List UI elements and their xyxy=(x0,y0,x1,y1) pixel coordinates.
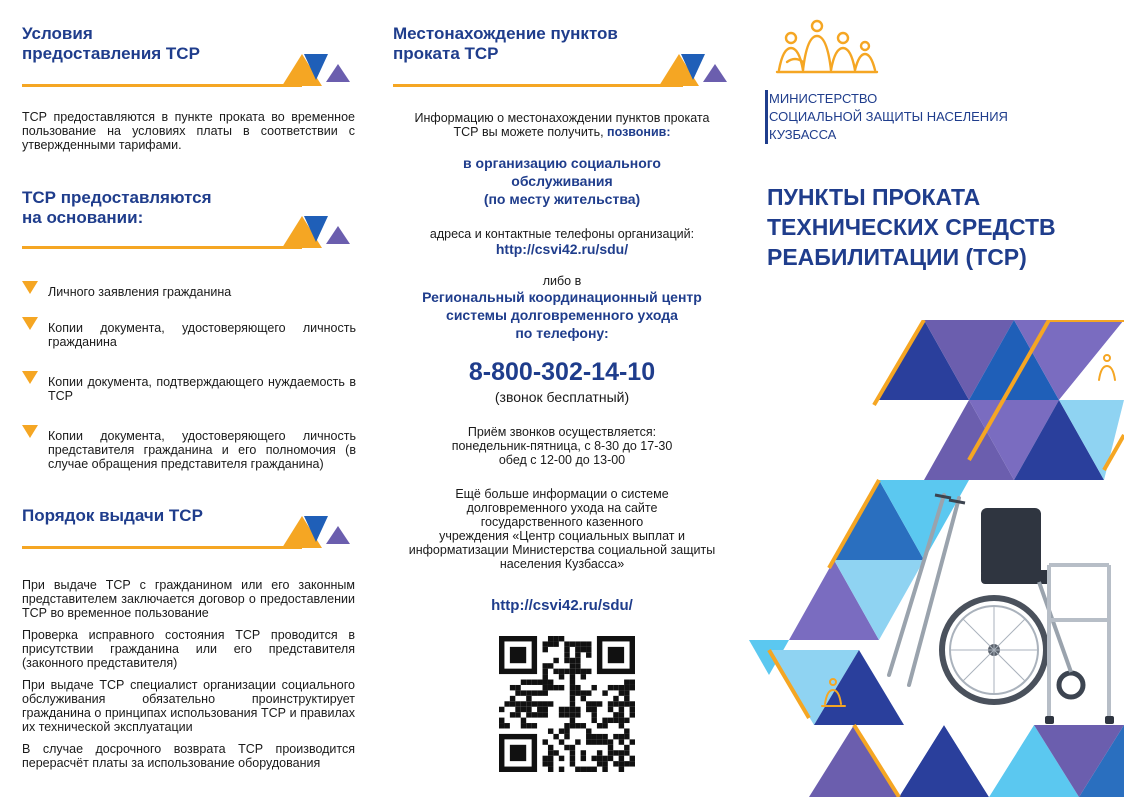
section-underline xyxy=(22,246,302,249)
panel-left xyxy=(0,0,375,797)
triangle-decoration xyxy=(282,212,362,252)
triangle-decoration xyxy=(282,50,362,90)
center-line: системы долговременного ухода xyxy=(446,307,678,323)
center-line: Региональный координационный центр xyxy=(422,289,702,305)
main-title xyxy=(767,182,1117,272)
intro-plain: ТСР вы можете получить, xyxy=(453,125,604,139)
ministry-line: КУЗБАССА xyxy=(769,127,837,142)
section-title-line: на основании: xyxy=(22,208,144,227)
main-title-line: ТЕХНИЧЕСКИХ СРЕДСТВ xyxy=(767,214,1056,240)
triangle-mosaic-image xyxy=(749,320,1124,797)
main-title-line: ПУНКТЫ ПРОКАТА xyxy=(767,184,981,210)
panel-cover xyxy=(749,0,1124,797)
section-underline xyxy=(22,84,302,87)
phone-number[interactable]: 8-800-302-14-10 xyxy=(468,358,656,386)
section-title-line: ТСР предоставляются xyxy=(22,188,212,207)
equipment-illustration xyxy=(889,485,1124,724)
more-line: долговременного ухода на сайте xyxy=(466,501,658,515)
list-item-text: Личного заявления гражданина xyxy=(48,285,232,299)
center-line: по телефону: xyxy=(515,325,609,341)
org-line: в организацию социального xyxy=(463,155,661,171)
section-title-terms xyxy=(22,24,200,64)
section-title-line: проката ТСР xyxy=(393,44,499,63)
hours-line: Приём звонков осуществляется: xyxy=(467,425,657,439)
triangle-bullet-icon xyxy=(22,281,38,294)
org-line: (по месту жительства) xyxy=(483,191,641,207)
triangle-bullet-icon xyxy=(22,371,38,384)
triangle-decoration xyxy=(659,50,739,90)
panel-middle xyxy=(375,0,749,797)
phone-note: (звонок бесплатный) xyxy=(494,389,630,405)
more-line: информатизации Министерства социальной защиты xyxy=(408,543,716,557)
hours-line: понедельник-пятница, с 8-30 до 17-30 xyxy=(451,439,673,453)
section-title-line: предоставления ТСР xyxy=(22,44,200,63)
ministry-line: МИНИСТЕРСТВО xyxy=(769,91,878,106)
order-paragraph: При выдаче ТСР с гражданином или его законным представителем заключается договор о предоставлении ТСР во временное пользование xyxy=(22,578,355,620)
contacts-label: адреса и контактные телефоны организаций: xyxy=(429,227,695,241)
order-paragraph: Проверка исправного состояния ТСР проводится в присутствии гражданина или его представителя (законного представителя) xyxy=(22,628,355,670)
triangle-decoration xyxy=(282,512,362,552)
order-paragraph: При выдаче ТСР специалист организации социального обслуживания обязательно проинструктирует гражданина о принципах использования ТСР и правилах их технической эксплуатации xyxy=(22,678,355,734)
or-text: либо в xyxy=(542,274,582,288)
family-logo-icon xyxy=(773,18,883,78)
org-line: обслуживания xyxy=(511,173,613,189)
ministry-line: СОЦИАЛЬНОЙ ЗАЩИТЫ НАСЕЛЕНИЯ xyxy=(769,109,1008,124)
list-item-text: Копии документа, удостоверяющего личность гражданина xyxy=(48,321,356,349)
section-title-basis xyxy=(22,188,212,228)
more-line: учреждения «Центр социальных выплат и xyxy=(439,529,685,543)
triangle-bullet-icon xyxy=(22,425,38,438)
section-title-locations xyxy=(393,24,618,64)
main-title-line: РЕАБИЛИТАЦИИ (ТСР) xyxy=(767,244,1027,270)
order-paragraph: В случае досрочного возврата ТСР производится перерасчёт платы за использование оборудования xyxy=(22,742,355,770)
intro-line xyxy=(385,125,739,139)
section-title-line: Условия xyxy=(22,24,93,43)
site-link[interactable]: http://csvi42.ru/sdu/ xyxy=(491,597,633,614)
qr-code-icon[interactable] xyxy=(499,636,635,772)
section-title-order: Порядок выдачи ТСР xyxy=(22,506,203,525)
more-line: Ещё больше информации о системе xyxy=(455,487,669,501)
triangle-bullet-icon xyxy=(22,317,38,330)
ministry-name xyxy=(767,90,1008,144)
terms-text: ТСР предоставляются в пункте проката во временное пользование на условиях платы в соответствии с утвержденными тарифами. xyxy=(22,110,355,152)
section-title-line: Местонахождение пунктов xyxy=(393,24,618,43)
list-item-text: Копии документа, подтверждающего нуждаемость в ТСР xyxy=(48,375,356,403)
section-underline xyxy=(393,84,683,87)
hours-line: обед с 12-00 до 13-00 xyxy=(498,453,626,467)
intro-bold: позвонив: xyxy=(607,125,671,139)
list-item-text: Копии документа, удостоверяющего личность представителя гражданина и его полномочия (в случае обращения представителя гражданина) xyxy=(48,429,356,471)
section-underline xyxy=(22,546,302,549)
more-line: населения Кузбасса» xyxy=(499,557,625,571)
contacts-link[interactable]: http://csvi42.ru/sdu/ xyxy=(495,241,629,257)
intro-line: Информацию о местонахождении пунктов проката xyxy=(414,111,710,125)
more-line: государственного казенного xyxy=(480,515,644,529)
